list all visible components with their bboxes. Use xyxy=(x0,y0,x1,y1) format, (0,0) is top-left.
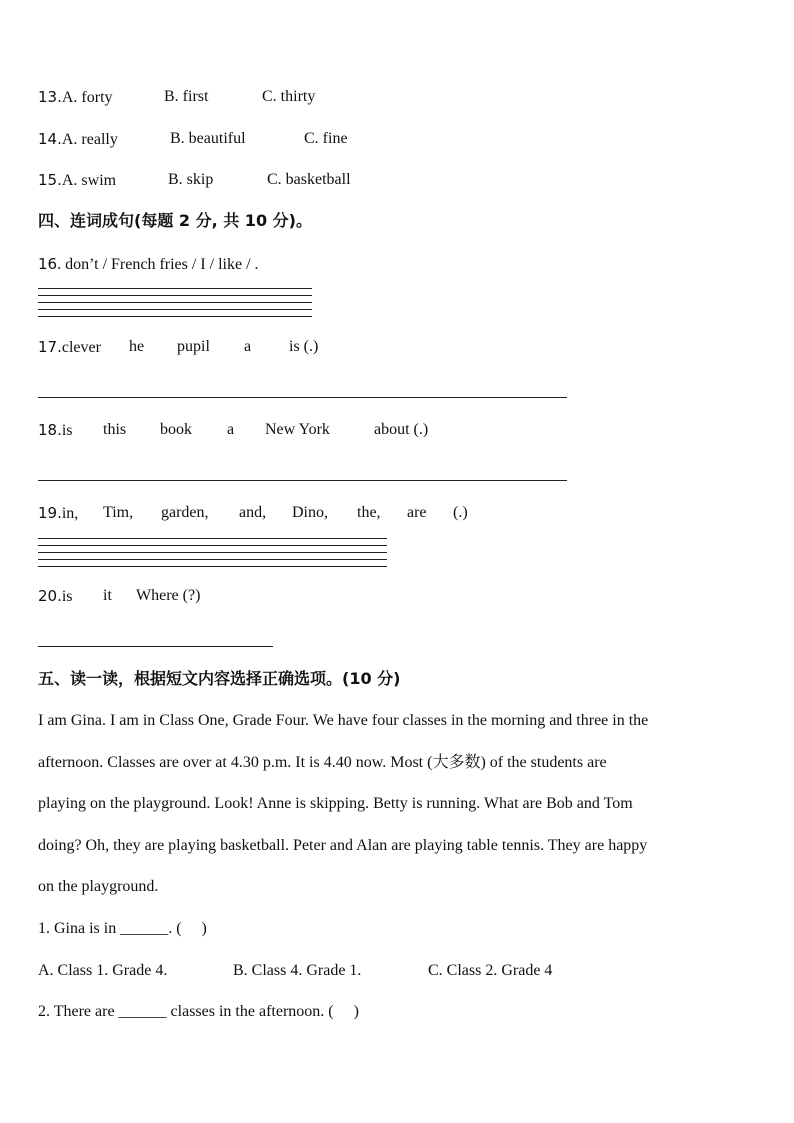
word: he xyxy=(129,338,145,355)
question-text: 2. There are ______ classes in the afternoon. ( ) xyxy=(38,1003,359,1020)
word: is (.) xyxy=(289,338,319,355)
section-5-title: 五、读一读，根据短文内容选择正确选项。(10 分) xyxy=(38,669,401,688)
answer-line xyxy=(38,397,567,398)
question-number: 14. xyxy=(38,130,62,148)
answer-line xyxy=(38,309,312,310)
option-b: B. skip xyxy=(168,171,214,188)
word: the, xyxy=(357,504,381,521)
word: is xyxy=(61,422,73,439)
word: garden, xyxy=(161,504,209,521)
word: this xyxy=(103,421,127,438)
question-number: 13. xyxy=(38,88,62,106)
option-a: A. forty xyxy=(61,89,113,106)
question-number: 15. xyxy=(38,171,62,189)
answer-line xyxy=(38,646,273,647)
option-b: B. beautiful xyxy=(170,130,246,147)
word: about (.) xyxy=(374,421,429,438)
word: Dino, xyxy=(292,504,328,521)
question-text: 1. Gina is in ______. ( ) xyxy=(38,920,207,937)
passage-line: playing on the playground. Look! Anne is skipping. Betty is running. What are Bob and Tom xyxy=(38,795,633,812)
word: Tim, xyxy=(103,504,134,521)
word: a xyxy=(227,421,235,438)
passage-line: afternoon. Classes are over at 4.30 p.m. It is 4.40 now. Most (大多数) of the students are xyxy=(38,754,607,771)
option-c: C. thirty xyxy=(262,88,316,105)
question-number: 20. xyxy=(38,587,62,605)
answer-line xyxy=(38,559,387,560)
option-c: C. Class 2. Grade 4 xyxy=(428,962,553,979)
passage-line: I am Gina. I am in Class One, Grade Four. We have four classes in the morning and three in the xyxy=(38,712,649,729)
word: pupil xyxy=(177,338,210,355)
question-number: 16 xyxy=(38,255,58,273)
option-c: C. basketball xyxy=(267,171,351,188)
passage-line: on the playground. xyxy=(38,878,159,895)
answer-line xyxy=(38,288,312,289)
section-4-title: 四、连词成句(每题 2 分, 共 10 分)。 xyxy=(38,211,312,230)
answer-line xyxy=(38,538,387,539)
question-number: 18. xyxy=(38,421,62,439)
option-c: C. fine xyxy=(304,130,348,147)
word: a xyxy=(244,338,252,355)
answer-line xyxy=(38,566,387,567)
answer-line xyxy=(38,295,312,296)
answer-line xyxy=(38,545,387,546)
question-number: 19. xyxy=(38,504,62,522)
word: is xyxy=(61,588,73,605)
option-b: B. Class 4. Grade 1. xyxy=(233,962,362,979)
word: book xyxy=(160,421,192,438)
answer-line xyxy=(38,316,312,317)
answer-line xyxy=(38,552,387,553)
question-text: . don’t / French fries / I / like / . xyxy=(57,256,259,273)
word: New York xyxy=(265,421,330,438)
option-a: A. swim xyxy=(61,172,117,189)
passage-line: doing? Oh, they are playing basketball. Peter and Alan are playing table tennis. They are happy xyxy=(38,837,648,854)
option-a: A. Class 1. Grade 4. xyxy=(38,962,168,979)
answer-line xyxy=(38,302,312,303)
word: it xyxy=(103,587,112,604)
word: (.) xyxy=(453,504,468,521)
question-number: 17. xyxy=(38,338,62,356)
word: in, xyxy=(61,505,79,522)
word: Where (?) xyxy=(136,587,201,604)
option-a: A. really xyxy=(61,131,118,148)
word: clever xyxy=(61,339,101,356)
option-b: B. first xyxy=(164,88,209,105)
word: and, xyxy=(239,504,267,521)
answer-line xyxy=(38,480,567,481)
word: are xyxy=(407,504,427,521)
